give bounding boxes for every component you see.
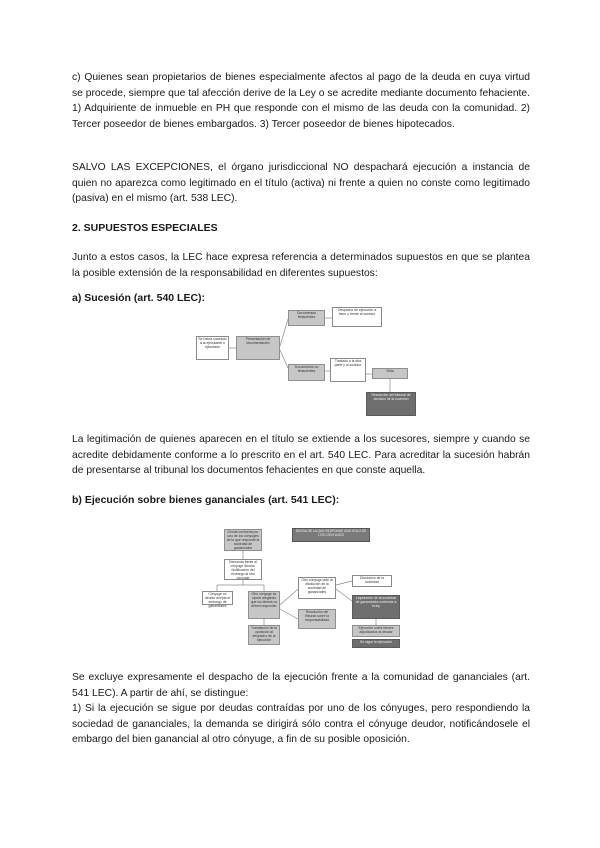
no-fehacientes-box: Documentos no fehacientes [288, 364, 325, 381]
gananciales-title-box: DEUDA DE LA QUE RESPONDE UNO SOLO DE LOS CÓNYUGES [292, 528, 370, 542]
paragraph-supuestos-intro: Junto a estos casos, la LEC hace expresa referencia a determinados supuestos en que se plantea la posible extensión de la responsabilidad en diferentes supuestos: [72, 252, 530, 279]
vista-box: Vista [372, 368, 408, 379]
subheading-sucesion: a) Sucesión (art. 540 LEC): [72, 292, 206, 304]
sucesion-diagram [196, 306, 420, 418]
liquidacion-box: Liquidación de la sociedad de gananciales conforme a la ley [352, 595, 400, 619]
tramitacion-oposicion-box: Tramitación de la oposición al despacho de la ejecución [248, 625, 280, 645]
paragraph-exclusion-gananciales: Se excluye expresamente el despacho de la ejecución frente a la comunidad de gananciales (art. 541 LEC). A partir de ahí, se distingue: [72, 672, 530, 699]
oposicion-conyuge-box: Otro cónyuge se opone alegando que los bienes no deben responder [248, 591, 280, 619]
fehacientes-box: Documentos fehacientes [288, 310, 325, 326]
resolucion-responsabilidad-box: Resolución del tribunal sobre la responsabilidad [298, 609, 336, 629]
resolucion-sucesion-box: Resolución del tribunal de decisión de la sucesión [366, 392, 416, 416]
gananciales-root-box: Deuda contraída por uno de los cónyuges de la que responde la sociedad de gananciales [224, 529, 262, 551]
demanda-box: Demanda frente al cónyuge deudor. Notificación del embargo al otro cónyuge [224, 559, 262, 580]
paragraph-excepciones: SALVO LAS EXCEPCIONES, el órgano jurisdiccional NO despachará ejecución a instancia de quien no aparezca como legitimado en el título (activa) ni frente a quien no conste como legitimado (pasiva) en el mismo (art. 538 LEC). [72, 162, 530, 205]
gananciales-diagram [202, 525, 412, 649]
acepta-embargo-box: Cónyuge no deudor acepta el embargo de gananciales [202, 591, 233, 605]
ejecucion-adjudicados-box: Ejecución sobre bienes adjudicados al deudor [352, 625, 400, 637]
paragraph-deudas-conyuge: 1) Si la ejecución se sigue por deudas contraídas por uno de los cónyuges, pero respondiendo la sociedad de gananciales, la demanda se dirigirá sólo contra el cónyuge deudor, notificándosele el embargo del bien ganancial al otro cónyuge, a fin de su posible oposición. [72, 703, 530, 746]
subheading-gananciales: b) Ejecución sobre bienes gananciales (art. 541 LEC): [72, 494, 340, 506]
sigue-ejecucion-box: Se sigue la ejecución [352, 639, 400, 648]
presentacion-box: Presentación de documentación [236, 336, 280, 360]
despacho-sucesor-box: Despacho de ejecución a favor o frente al sucesor [332, 307, 382, 327]
sucesion-root-box: Se habrá sucedido a la ejecutante o ejecutado [196, 336, 229, 360]
disolucion-solicitud-box: Otro cónyuge pide la disolución de la sociedad de gananciales [298, 577, 336, 599]
disolucion-sociedad-box: Disolución de la sociedad [352, 575, 392, 587]
paragraph-propietarios: c) Quienes sean propietarios de bienes especialmente afectos al pago de la deuda en cuya virtud se procede, siempre que tal afección derive de la Ley o se acredite mediante documento fehaciente. 1) Adquiriente de inmueble en PH que responde con el mismo de las deuda con la comunidad. 2) Tercer poseedor de bienes embargados. 3) Tercer poseedor de bienes hipotecados. [72, 72, 530, 130]
section-heading-supuestos: 2. SUPUESTOS ESPECIALES [72, 222, 218, 234]
paragraph-legitimacion-sucesores: La legitimación de quienes aparecen en el título se extiende a los sucesores, siempre y cuando se acredite debidamente conforme a lo prescrito en el art. 540 LEC. Para acreditar la sucesión habrán de presentarse al tribunal los documentos fehacientes en que conste aquella. [72, 434, 530, 477]
traslado-box: Traslado a la otra parte y al sucesor [330, 358, 366, 382]
